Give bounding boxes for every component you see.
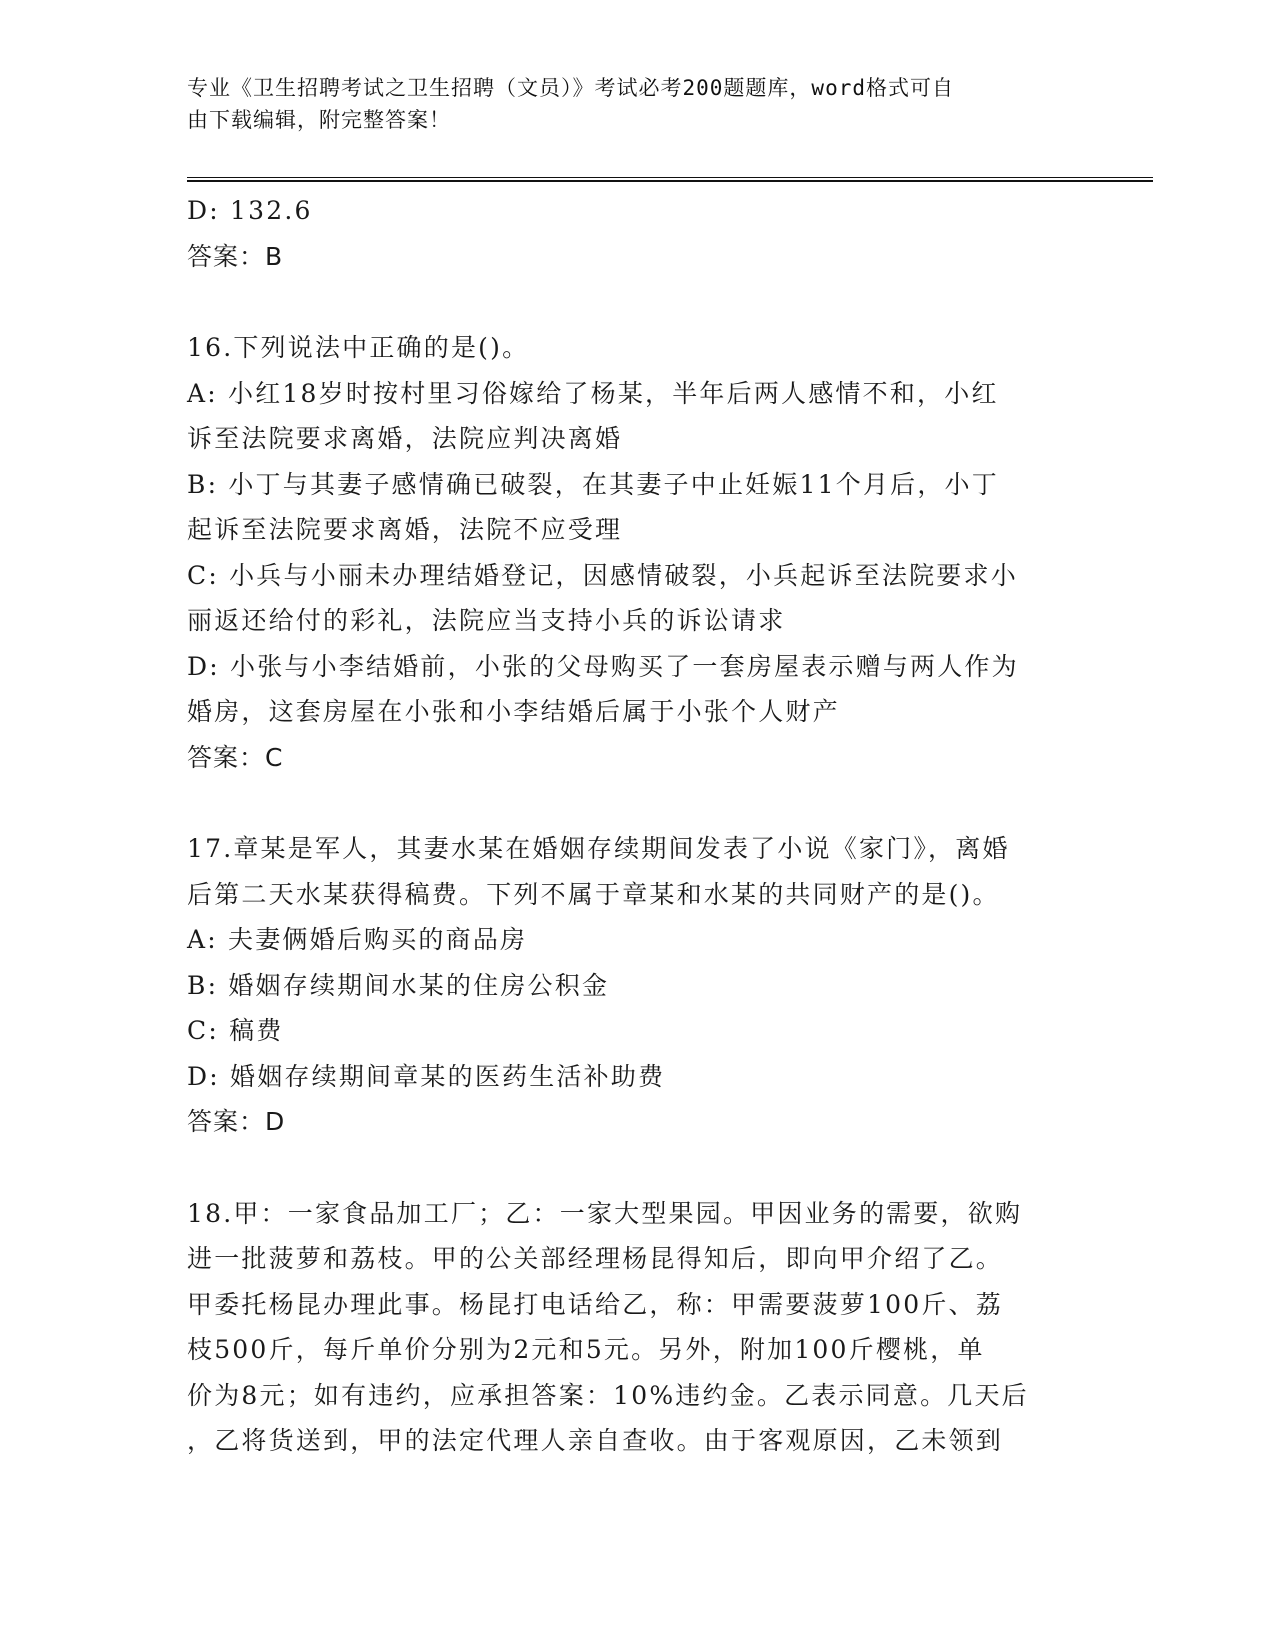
question-stem: 18.甲：一家食品加工厂；乙：一家大型果园。甲因业务的需要，欲购 (187, 1198, 1023, 1228)
header-divider-thick (187, 180, 1153, 182)
question-stem: 17.章某是军人，其妻水某在婚姻存续期间发表了小说《家门》，离婚 (187, 834, 1010, 863)
option-c: C: 稿费 (187, 1016, 284, 1045)
question-stem-continued: 枝500斤，每斤单价分别为2元和5元。另外，附加100斤樱桃，单 (187, 1335, 985, 1364)
answer-line: 答案：B (187, 241, 284, 271)
spacer (187, 1145, 1087, 1191)
question-stem-continued: 后第二天水某获得稿费。下列不属于章某和水某的共同财产的是()。 (187, 879, 1000, 909)
option-c-continued: 丽返还给付的彩礼，法院应当支持小兵的诉讼请求 (187, 606, 786, 635)
option-b: B: 婚姻存续期间水某的住房公积金 (187, 970, 610, 1000)
question-stem-continued: 甲委托杨昆办理此事。杨昆打电话给乙，称：甲需要菠萝100斤、荔 (187, 1289, 1003, 1319)
option-a-continued: 诉至法院要求离婚，法院应判决离婚 (187, 424, 623, 453)
answer-line: 答案：D (187, 1107, 286, 1136)
option-d: D: 小张与小李结婚前，小张的父母购买了一套房屋表示赠与两人作为 (187, 651, 1019, 681)
question-content (187, 188, 1087, 1464)
answer-line: 答案：C (187, 742, 284, 772)
option-a: A: 夫妻俩婚后购买的商品房 (187, 925, 528, 954)
question-16 (187, 325, 1087, 780)
question-stem-continued: 进一批菠萝和荔枝。甲的公关部经理杨昆得知后，即向甲介绍了乙。 (187, 1244, 1004, 1273)
header-line: 由下载编辑，附完整答案！ (187, 108, 451, 132)
question-stem-continued: 价为8元；如有违约，应承担答案：10%违约金。乙表示同意。几天后 (187, 1380, 1029, 1410)
header-line: 专业《卫生招聘考试之卫生招聘（文员）》考试必考200题题库，word格式可自 (187, 76, 954, 100)
spacer (187, 279, 1087, 325)
question-stem: 16.下列说法中正确的是()。 (187, 333, 530, 362)
page-header (187, 72, 1067, 136)
option-b: B: 小丁与其妻子感情确已破裂，在其妻子中止妊娠11个月后，小丁 (187, 469, 999, 499)
option-d: D: 132.6 (187, 196, 313, 225)
header-divider-thin (187, 177, 1153, 178)
option-a: A: 小红18岁时按村里习俗嫁给了杨某，半年后两人感情不和，小红 (187, 378, 999, 408)
question-18 (187, 1191, 1087, 1464)
option-d-continued: 婚房，这套房屋在小张和小李结婚后属于小张个人财产 (187, 697, 840, 726)
question-stem-continued: ，乙将货送到，甲的法定代理人亲自查收。由于客观原因，乙未领到 (187, 1426, 1004, 1455)
option-d: D: 婚姻存续期间章某的医药生活补助费 (187, 1061, 666, 1091)
spacer (187, 780, 1087, 826)
option-c: C: 小兵与小丽未办理结婚登记，因感情破裂，小兵起诉至法院要求小 (187, 560, 1018, 590)
question-17 (187, 826, 1087, 1145)
option-b-continued: 起诉至法院要求离婚，法院不应受理 (187, 515, 623, 544)
